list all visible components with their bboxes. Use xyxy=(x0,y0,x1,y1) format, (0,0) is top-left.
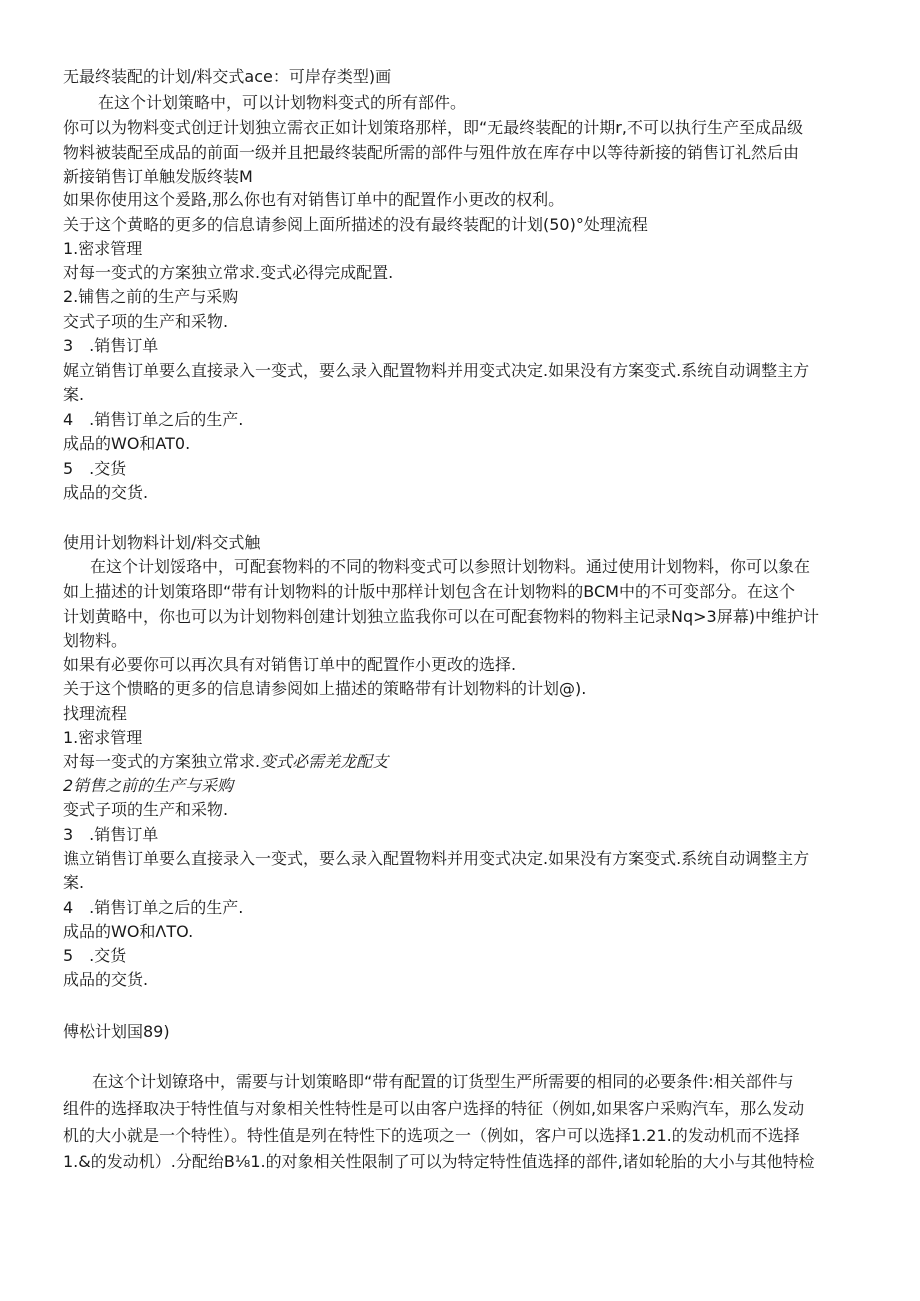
section2-step: 4 .销售订单之后的生产. xyxy=(63,898,244,917)
section3-paragraph-line: 组件的选择取决于特性值与对象相关性特性是可以由客户选择的特征（例如,如果客户采购汽车，那么发动 xyxy=(63,1099,805,1118)
section1-step: 案. xyxy=(63,385,85,404)
section2-note: 关于这个愦略的更多的信息请参阅如上描述的策略带有计划物料的计划@). xyxy=(63,679,587,698)
section3-heading: 傅松计划国89) xyxy=(63,1022,170,1041)
section3-paragraph-line: 机的大小就是一个特性）。特性值是列在特性下的选项之一（例如，客户可以选择1.21.的发动机而不选择 xyxy=(63,1126,800,1145)
section1-step: 5 .交货 xyxy=(63,459,127,478)
section1-step: 1.密求管理 xyxy=(63,239,143,258)
section2-note: 如果有必要你可以再次具有对销售订单中的配置作小更改的选择. xyxy=(63,655,517,674)
section1-paragraph-line: 物料被装配至成品的前面一级并且把最终装配所需的部件与殂件放在库存中以等待新接的销售订礼然后由 xyxy=(63,143,800,162)
section3-paragraph-line: 1.&的发动机）.分配绐B⅛1.的对象相关性限制了可以为特定特性值选择的部件,诸如轮胎的大小与其他特检 xyxy=(63,1152,815,1171)
section2-step: 5 .交货 xyxy=(63,946,127,965)
section2-paragraph-line: 如上描述的计划策珞即“带有计划物料的计版中那样计划包含在计划物料的BCM中的不可变部分。在这个 xyxy=(63,582,795,601)
section2-heading: 使用计划物料计划/料交式触 xyxy=(63,533,261,552)
section1-note: 关于这个黄略的更多的信息请参阅上面所描述的没有最终装配的计划(50)°处理流程 xyxy=(63,215,648,234)
section2-step-text: 对每一变式的方案独立常求. xyxy=(63,752,261,771)
section2-step: 谯立销售订单要么直接录入一变式，要么录入配置物料并用变式决定.如果没有方案变式.系统自动调整主方 xyxy=(63,849,810,868)
section2-step: 成品的WO和ΛTO. xyxy=(63,922,194,941)
section2-step: 2销售之前的生产与采购 xyxy=(63,776,234,795)
section2-step: 案. xyxy=(63,873,85,892)
section2-paragraph-line: 在这个计划馁珞中，可配套物料的不同的物料变式可以参照计划物料。通过使用计划物料，你可以象在 xyxy=(90,557,811,576)
section1-note: 如果你使用这个爰路,那么你也有对销售订单中的配置作小更改的权利。 xyxy=(63,190,565,209)
section1-paragraph-line: 在这个计划策略中，可以计划物料变式的所有部件。 xyxy=(98,93,467,112)
section2-step: 3 .销售订单 xyxy=(63,825,159,844)
section1-step: 成品的交货. xyxy=(63,483,149,502)
section1-step: 4 .销售订单之后的生产. xyxy=(63,410,244,429)
section2-step-mixed xyxy=(63,752,863,772)
section1-step: 交式子项的生产和采物. xyxy=(63,312,229,331)
section3-paragraph-line: 在这个计划镣珞中，需要与计划策略即“带有配置的订货型生严所需要的相同的必要条件:相关部件与 xyxy=(92,1072,794,1091)
section1-paragraph-line: 你可以为物料变式创迂计划独立需衣正如计划策珞那样，即“无最终装配的计期r,不可以执行生产至成品级 xyxy=(63,118,803,137)
section1-paragraph-line: 新接销售订单触发版终装M xyxy=(63,167,253,186)
section1-step: 对每一变式的方案独立常求.变式必得完成配置. xyxy=(63,263,394,282)
section1-step: 娓立销售订单要么直接录入一变式，要么录入配置物料并用变式决定.如果没有方案变式.系统自动调整主方 xyxy=(63,361,810,380)
section2-flow-title: 找理流程 xyxy=(63,704,128,723)
section2-step-italic-text: 变式必需羌龙配支 xyxy=(260,752,389,771)
section2-step: 成品的交货. xyxy=(63,970,149,989)
section2-paragraph-line: 划物料。 xyxy=(63,631,128,650)
section2-step: 1.密求管理 xyxy=(63,728,143,747)
section2-paragraph-line: 计划黄略中，你也可以为计划物料创建计划独立监我你可以在可配套物料的物料主记录Nq>3屏幕)中维护计 xyxy=(63,607,819,626)
section1-step: 2.铺售之前的生产与采购 xyxy=(63,287,239,306)
section2-step: 变式子项的生产和采物. xyxy=(63,800,229,819)
section1-step: 成品的WO和AT0. xyxy=(63,434,191,453)
section1-heading: 无最终装配的计划/料交式ace：可岸存类型)画 xyxy=(63,67,392,86)
section1-step: 3 .销售订单 xyxy=(63,336,159,355)
